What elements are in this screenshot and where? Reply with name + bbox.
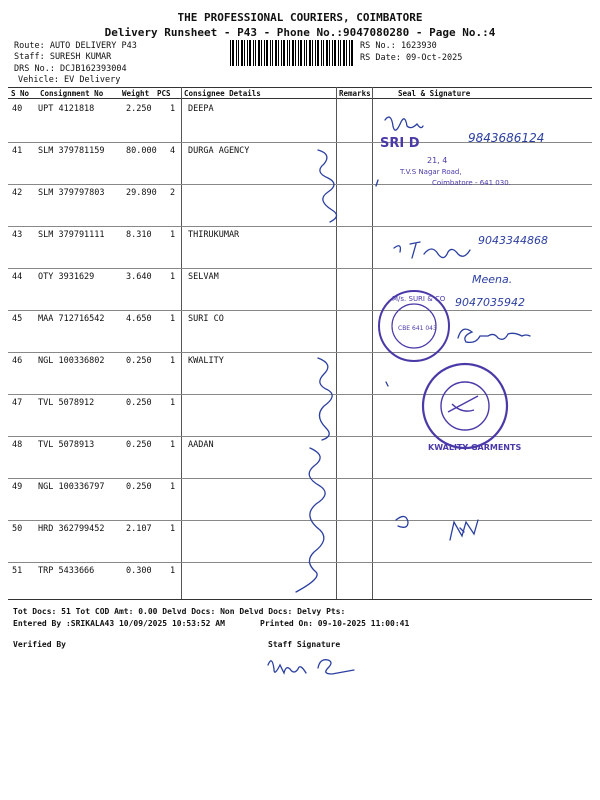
row-pcs: 2 [170, 188, 176, 198]
row-sno: 47 [12, 398, 23, 408]
row-sno: 43 [12, 230, 23, 240]
row-consignment: TVL 5078912 [38, 398, 95, 408]
verified-by: Verified By [13, 640, 66, 649]
row-consignment: OTY 3931629 [38, 272, 95, 282]
row-consignee: DURGA AGENCY [188, 146, 250, 156]
row-pcs: 1 [170, 524, 176, 534]
name-row44: Meena. [472, 273, 513, 286]
runsheet-subtitle: Delivery Runsheet - P43 - Phone No.:9047080280 - Page No.:4 [104, 26, 496, 39]
row-pcs: 1 [170, 230, 176, 240]
col-pcs: PCS [157, 89, 171, 98]
stamp1-line2: 21, 4 [427, 156, 448, 165]
row-weight: 80.000 [126, 146, 157, 156]
row-consignment: NGL 100336802 [38, 356, 105, 366]
row-weight: 2.107 [126, 524, 152, 534]
row-pcs: 1 [170, 566, 176, 576]
tick-mark-1 [386, 382, 388, 386]
phone-row40: 9843686124 [468, 131, 545, 145]
row-consignee: SELVAM [188, 272, 219, 282]
row-weight: 0.250 [126, 398, 152, 408]
row-sno: 49 [12, 482, 23, 492]
row-consignment: TRP 5433666 [38, 566, 95, 576]
suri-co-stamp-text: M/s. SURI & CO [392, 295, 446, 303]
signature-row43 [394, 242, 470, 258]
row-pcs: 1 [170, 314, 176, 324]
suri-co-stamp-inner: CBE 641 043 [398, 325, 437, 332]
rs-number: RS No.: 1623930 [360, 41, 437, 51]
row-pcs: 1 [170, 482, 176, 492]
company-title: THE PROFESSIONAL COURIERS, COIMBATORE [177, 11, 423, 24]
row-weight: 2.250 [126, 104, 152, 114]
row-sno: 42 [12, 188, 23, 198]
staff-label: Staff: SURESH KUMAR [14, 52, 112, 62]
col-seal: Seal & Signature [398, 89, 471, 98]
totals-line: Tot Docs: 51 Tot COD Amt: 0.00 Delvd Docs: Non Delvd Docs: Delvy Pts: [13, 607, 346, 616]
row-pcs: 1 [170, 398, 176, 408]
row-pcs: 1 [170, 440, 176, 450]
row-consignee: KWALITY [188, 356, 224, 366]
entered-by: Entered By :SRIKALA43 10/09/2025 10:53:52 AM [13, 619, 225, 628]
row-weight: 0.250 [126, 440, 152, 450]
row-consignment: TVL 5078913 [38, 440, 95, 450]
staff-signature [268, 660, 354, 674]
rs-date: RS Date: 09-Oct-2025 [360, 53, 463, 63]
row-weight: 0.250 [126, 482, 152, 492]
kwality-stamp-text: KWALITY GARMENTS [428, 443, 522, 452]
row-consignment: NGL 100336797 [38, 482, 105, 492]
row-sno: 50 [12, 524, 23, 534]
row-consignee: DEEPA [188, 104, 214, 114]
row-pcs: 1 [170, 104, 176, 114]
row-pcs: 1 [170, 356, 176, 366]
row-weight: 29.890 [126, 188, 157, 198]
printed-on: Printed On: 09-10-2025 11:00:41 [260, 619, 410, 628]
row-weight: 4.650 [126, 314, 152, 324]
drs-label: DRS No.: DCJB162393004 [14, 64, 127, 74]
row-weight: 8.310 [126, 230, 152, 240]
row-consignment: HRD 362799452 [38, 524, 105, 534]
route-label: Route: AUTO DELIVERY P43 [14, 41, 137, 51]
row-sno: 48 [12, 440, 23, 450]
row-pcs: 4 [170, 146, 176, 156]
row-sno: 51 [12, 566, 23, 576]
row-sno: 46 [12, 356, 23, 366]
row-consignment: MAA 712716542 [38, 314, 105, 324]
row-consignee: AADAN [188, 440, 214, 450]
row-sno: 40 [12, 104, 23, 114]
row-consignment: SLM 379797803 [38, 188, 105, 198]
col-weight: Weight [122, 89, 150, 98]
row-sno: 45 [12, 314, 23, 324]
col-sno: S No [11, 89, 30, 98]
col-consignment: Consignment No [40, 89, 104, 98]
row-weight: 3.640 [126, 272, 152, 282]
row-weight: 0.300 [126, 566, 152, 576]
col-remarks: Remarks [339, 89, 371, 98]
stamp1-line3: T.V.S Nagar Road, [400, 168, 462, 176]
signature-row45 [458, 329, 530, 342]
kwality-stamp [423, 364, 507, 448]
stamp1-line1: SRI D [380, 136, 420, 151]
row-pcs: 1 [170, 272, 176, 282]
row-sno: 41 [12, 146, 23, 156]
phone-row43: 9043344868 [478, 234, 548, 247]
staff-signature-label: Staff Signature [268, 640, 341, 649]
row-consignee: SURI CO [188, 314, 224, 324]
col-consignee: Consignee Details [184, 89, 261, 98]
row-weight: 0.250 [126, 356, 152, 366]
row-sno: 44 [12, 272, 23, 282]
remark-squiggle-48 [296, 448, 325, 592]
tick-mark-2 [376, 180, 378, 186]
remark-squiggle-41 [318, 150, 337, 222]
remark-squiggle-46 [318, 358, 332, 440]
signature-row40 [385, 117, 423, 130]
row-consignment: SLM 379781159 [38, 146, 105, 156]
phone-row44: 9047035942 [455, 296, 525, 309]
row-consignee: THIRUKUMAR [188, 230, 240, 240]
vehicle-label: Vehicle: EV Delivery [18, 75, 121, 85]
stamp1-line4: Coimbatore - 641 030. [432, 179, 511, 187]
signature-row50 [396, 516, 478, 540]
row-consignment: UPT 4121818 [38, 104, 95, 114]
row-consignment: SLM 379791111 [38, 230, 105, 240]
